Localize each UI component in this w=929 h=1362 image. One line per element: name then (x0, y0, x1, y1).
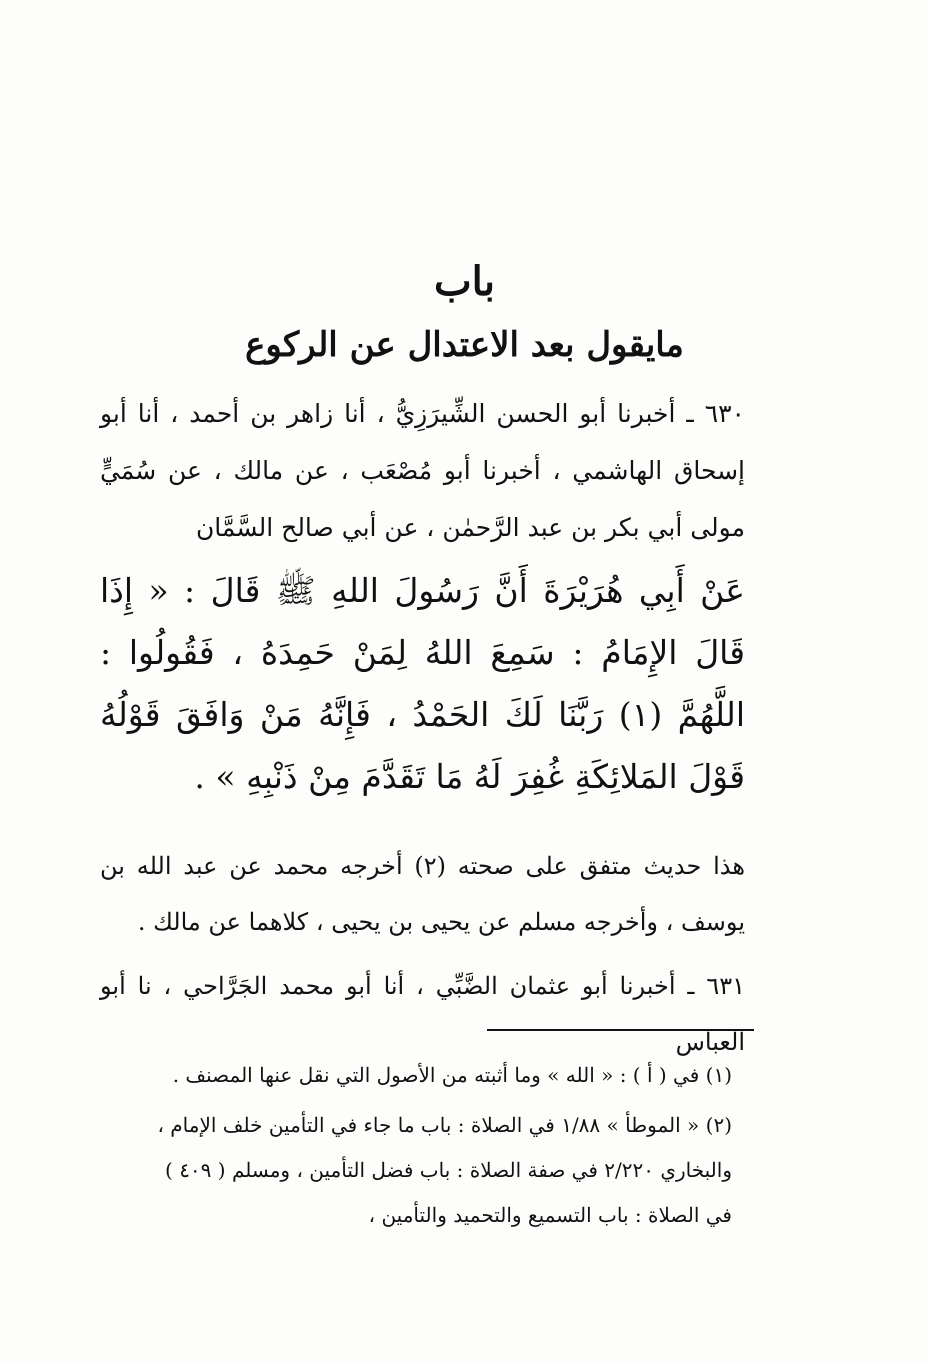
footnote-2 (100, 1103, 732, 1238)
hadith-630-matn: عَنْ أَبِي هُرَيْرَةَ أَنَّ رَسُولَ اللهِ ﷺ قَالَ : « إِذَا قَالَ الإِمَامُ : سَمِعَ اللهُ لِمَنْ حَمِدَهُ ، فَقُولُوا : اللَّهُمَّ (١) رَبَّنَا لَكَ الحَمْدُ ، فَإِنَّهُ مَنْ وَافَقَ قَوْلُهُ قَوْلَ المَلائِكَةِ غُفِرَ لَهُ مَا تَقَدَّمَ مِنْ ذَنْبِهِ » . (100, 571, 745, 796)
chapter-title: مايقول بعد الاعتدال عن الركوع (245, 325, 684, 365)
chapter-heading: باب (434, 258, 495, 305)
footnote-2-line-2: والبخاري ٢/٢٢٠ في صفة الصلاة : باب فضل التأمين ، ومسلم ( ٤٠٩ ) (165, 1158, 732, 1182)
footnote-1: (١) في ( أ ) : « الله » وما أثبته من الأصول التي نقل عنها المصنف . (172, 1063, 732, 1087)
footnote-separator (487, 1029, 754, 1031)
hadith-630-isnad: ٦٣٠ ـ أخبرنا أبو الحسن الشِّيرَزِيُّ ، أنا زاهر بن أحمد ، أنا أبو إسحاق الهاشمي ، أخبرنا أبو مُصْعَب ، عن مالك ، عن سُمَيٍّ مولى أبي بكر بن عبد الرَّحمٰن ، عن أبي صالح السَّمَّان (100, 399, 745, 542)
hadith-631-isnad: ٦٣١ ـ أخبرنا أبو عثمان الضَّبِّي ، أنا أبو محمد الجَرَّاحي ، نا أبو العباس (100, 972, 745, 1056)
footnote-2-line-1: (٢) « الموطأ » ١/٨٨ في الصلاة : باب ما جاء في التأمين خلف الإمام ، (157, 1113, 732, 1137)
hadith-630-comment: هذا حديث متفق على صحته (٢) أخرجه محمد عن عبد الله بن يوسف ، وأخرجه مسلم عن يحيى بن يحيى ، كلاهما عن مالك . (100, 852, 745, 936)
footnote-2-line-3: في الصلاة : باب التسميع والتحميد والتأمين ، (368, 1203, 732, 1227)
